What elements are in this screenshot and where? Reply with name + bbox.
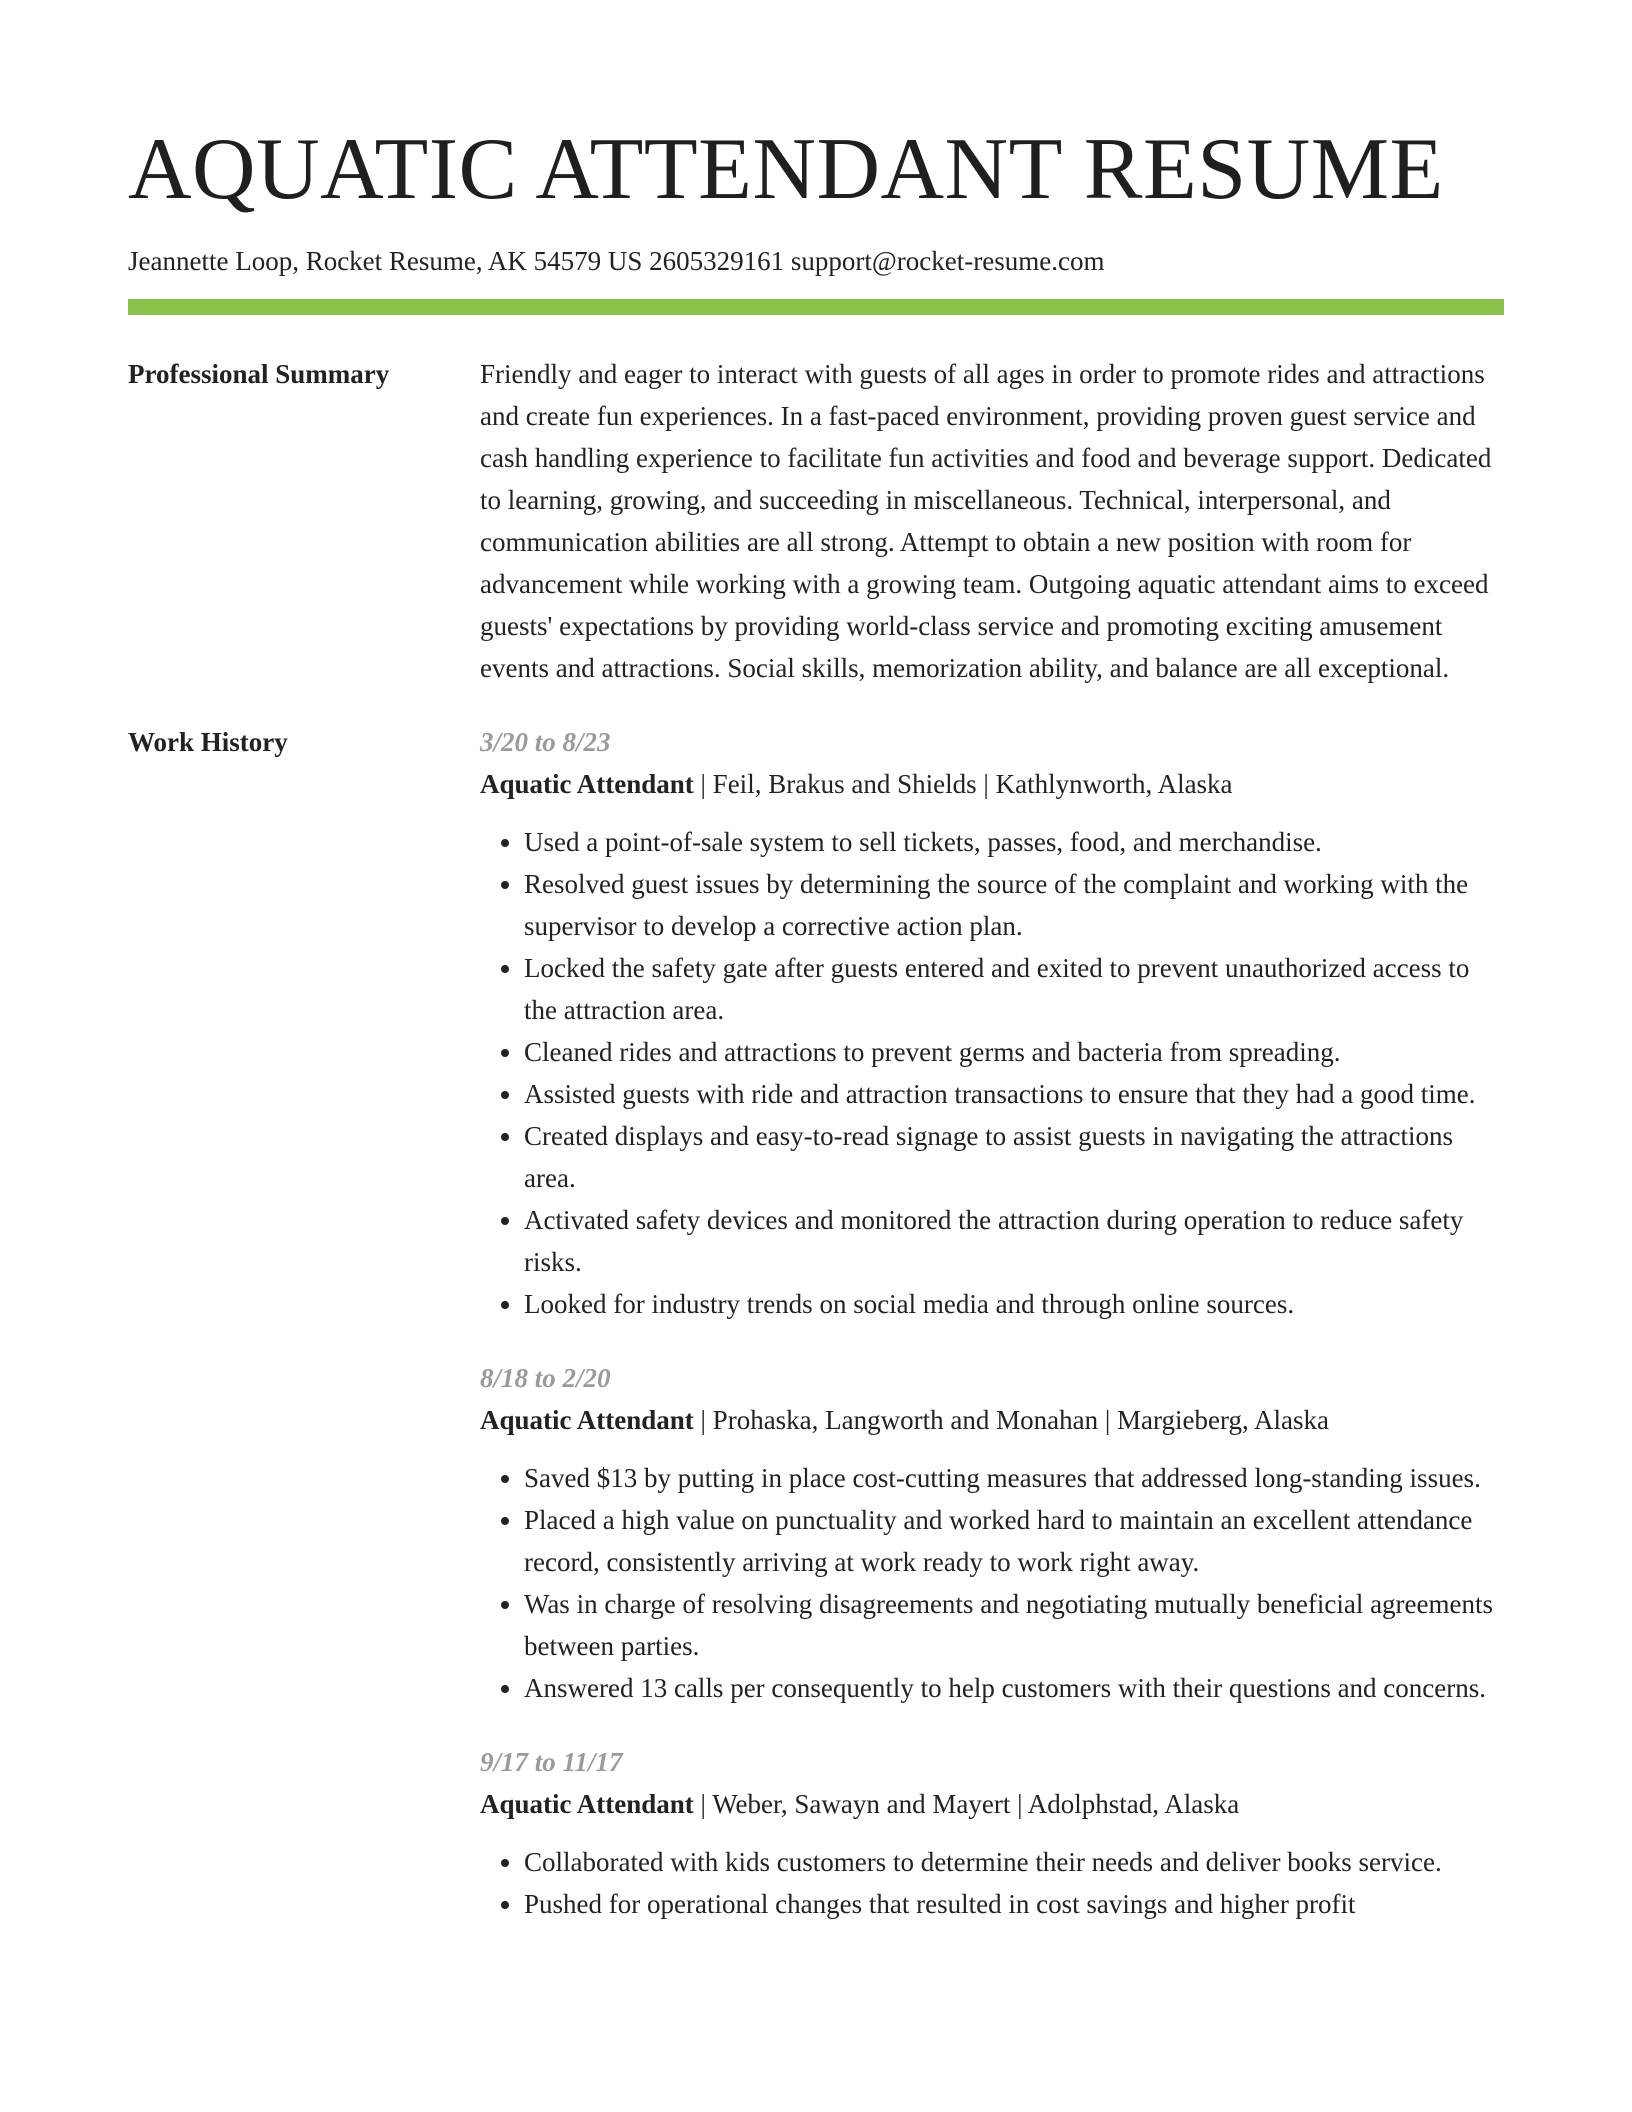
resume-page (128, 0, 1504, 1957)
job-bullet: • Created displays and easy-to-read signage to assist guests in navigating the attractions area. (524, 1115, 1504, 1199)
job-bullet: • Collaborated with kids customers to determine their needs and deliver books service. (524, 1841, 1504, 1883)
job-bullet: • Looked for industry trends on social media and through online sources. (524, 1283, 1504, 1325)
job-bullet-list (480, 1841, 1504, 1925)
job-title: Aquatic Attendant (480, 1789, 694, 1819)
resume-title: AQUATIC ATTENDANT RESUME (128, 121, 1444, 218)
job-bullet: • Activated safety devices and monitored the attraction during operation to reduce safety risks. (524, 1199, 1504, 1283)
job-bullet: • Resolved guest issues by determining the source of the complaint and working with the supervisor to develop a corrective action plan. (524, 863, 1504, 947)
job-bullet: • Cleaned rides and attractions to prevent germs and bacteria from spreading. (524, 1031, 1504, 1073)
job-bullet: • Assisted guests with ride and attraction transactions to ensure that they had a good time. (524, 1073, 1504, 1115)
job-bullet: • Pushed for operational changes that resulted in cost savings and higher profit (524, 1883, 1504, 1925)
job-dates: 3/20 to 8/23 (480, 727, 611, 757)
job-heading (480, 763, 1504, 805)
job-bullet-list (480, 821, 1504, 1325)
job-dates: 8/18 to 2/20 (480, 1363, 611, 1393)
job-heading (480, 1399, 1504, 1441)
job-employer-location: | Feil, Brakus and Shields | Kathlynworth, Alaska (693, 769, 1233, 799)
summary-label: Professional Summary (128, 359, 390, 389)
contact-line: Jeannette Loop, Rocket Resume, AK 54579 US 2605329161 support@rocket-resume.com (128, 246, 1105, 276)
job-employer-location: | Prohaska, Langworth and Monahan | Margieberg, Alaska (693, 1405, 1329, 1435)
work-history-section (128, 721, 1504, 1957)
summary-section (128, 353, 1504, 689)
job-dates: 9/17 to 11/17 (480, 1747, 623, 1777)
summary-body (480, 353, 1504, 689)
job-bullet: • Answered 13 calls per consequently to help customers with their questions and concerns. (524, 1667, 1504, 1709)
job-bullet: • Locked the safety gate after guests entered and exited to prevent unauthorized access to the attraction area. (524, 947, 1504, 1031)
job-heading (480, 1783, 1504, 1825)
job-entry (480, 721, 1504, 1325)
job-bullet: • Placed a high value on punctuality and worked hard to maintain an excellent attendance record, consistently arriving at work ready to work right away. (524, 1499, 1504, 1583)
job-employer-location: | Weber, Sawayn and Mayert | Adolphstad, Alaska (693, 1789, 1240, 1819)
job-bullet: • Used a point-of-sale system to sell tickets, passes, food, and merchandise. (524, 821, 1504, 863)
job-bullet: • Saved $13 by putting in place cost-cutting measures that addressed long-standing issues. (524, 1457, 1504, 1499)
job-title: Aquatic Attendant (480, 1405, 694, 1435)
summary-text: Friendly and eager to interact with guests of all ages in order to promote rides and attractions and create fun experiences. In a fast-paced environment, providing proven guest service and cash handling experience to facilitate fun activities and food and beverage support. Dedicated to learning, growing, and succeeding in miscellaneous. Technical, interpersonal, and communication abilities are all strong. Attempt to obtain a new position with room for advancement while working with a growing team. Outgoing aquatic attendant aims to exceed guests' expectations by providing world-class service and promoting exciting amusement events and attractions. Social skills, memorization ability, and balance are all exceptional. (480, 359, 1492, 683)
job-entry (480, 1357, 1504, 1709)
work-history-label: Work History (128, 727, 288, 757)
work-history-body (480, 721, 1504, 1957)
job-title: Aquatic Attendant (480, 769, 694, 799)
job-entry (480, 1741, 1504, 1925)
job-bullet-list (480, 1457, 1504, 1709)
job-bullet: • Was in charge of resolving disagreements and negotiating mutually beneficial agreements between parties. (524, 1583, 1504, 1667)
header-accent-rule (128, 299, 1504, 315)
